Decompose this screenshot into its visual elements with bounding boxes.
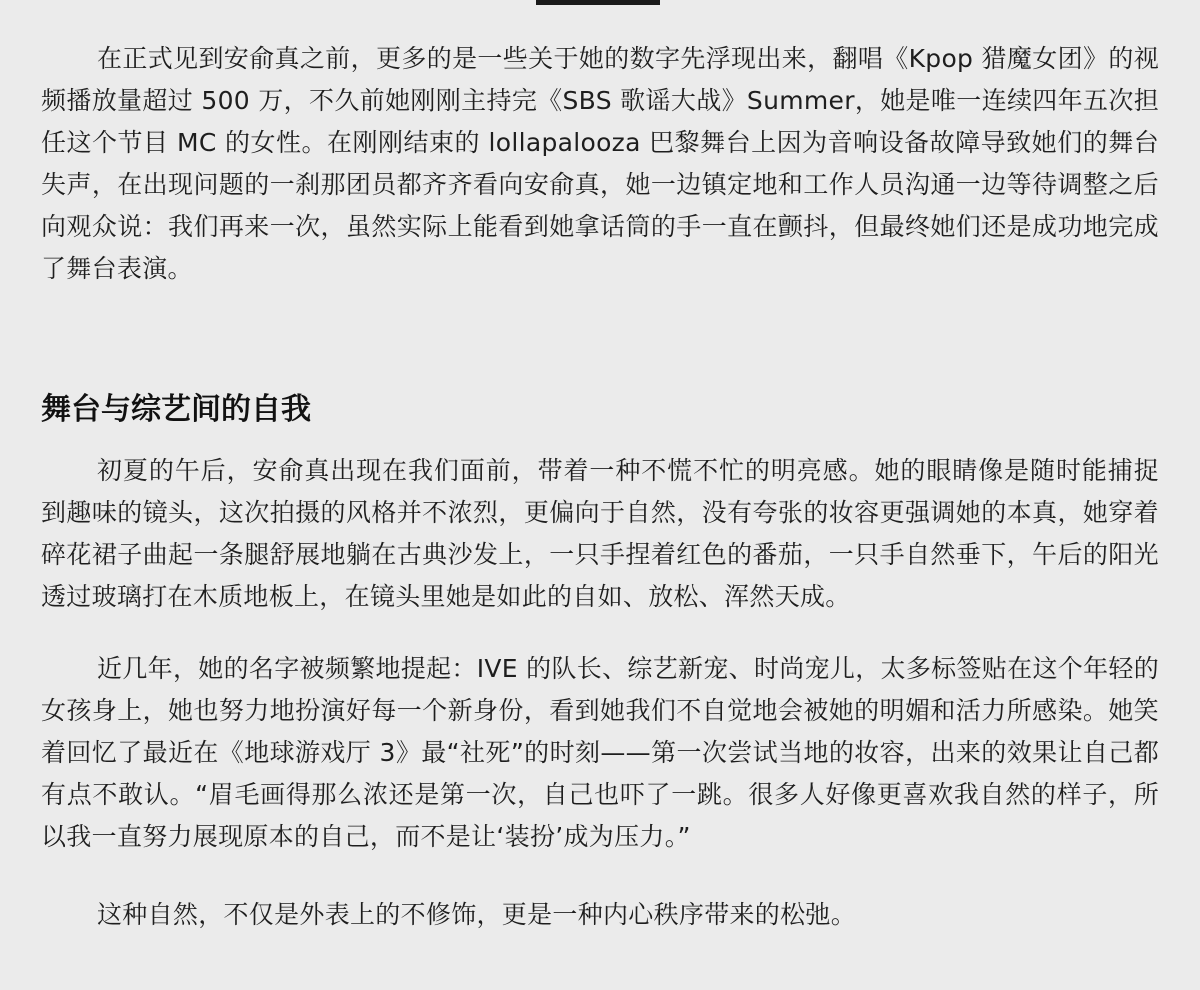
article-paragraph-3: 近几年，她的名字被频繁地提起：IVE 的队长、综艺新宠、时尚宠儿，太多标签贴在这个年轻的女孩身上，她也努力地扮演好每一个新身份，看到她我们不自觉地会被她的明媚和活力所感染。她笑着回忆了最近在《地球游戏厅 3》最“社死”的时刻——第一次尝试当地的妆容，出来的效果让自己都有点不敢认。“眉毛画得那么浓还是第一次，自己也吓了一跳。很多人好像更喜欢我自然的样子，所以我一直努力展现原本的自己，而不是让‘装扮’成为压力。” <box>41 654 1159 851</box>
section-heading: 舞台与综艺间的自我 <box>41 392 311 427</box>
article-paragraph-1: 在正式见到安俞真之前，更多的是一些关于她的数字先浮现出来，翻唱《Kpop 猎魔女团》的视频播放量超过 500 万，不久前她刚刚主持完《SBS 歌谣大战》Summer，她是唯一连续四年五次担任这个节目 MC 的女性。在刚刚结束的 lollapalooza 巴黎舞台上因为音响设备故障导致她们的舞台失声，在出现问题的一刹那团员都齐齐看向安俞真，她一边镇定地和工作人员沟通一边等待调整之后向观众说：我们再来一次，虽然实际上能看到她拿话筒的手一直在颤抖，但最终她们还是成功地完成了舞台表演。 <box>41 44 1159 283</box>
page-edge-tab <box>536 0 660 5</box>
article-paragraph-4: 这种自然，不仅是外表上的不修饰，更是一种内心秩序带来的松弛。 <box>97 900 857 929</box>
article-paragraph-2: 初夏的午后，安俞真出现在我们面前，带着一种不慌不忙的明亮感。她的眼睛像是随时能捕捉到趣味的镜头，这次拍摄的风格并不浓烈，更偏向于自然，没有夸张的妆容更强调她的本真，她穿着碎花裙子曲起一条腿舒展地躺在古典沙发上，一只手捏着红色的番茄，一只手自然垂下，午后的阳光透过玻璃打在木质地板上，在镜头里她是如此的自如、放松、浑然天成。 <box>41 456 1159 611</box>
